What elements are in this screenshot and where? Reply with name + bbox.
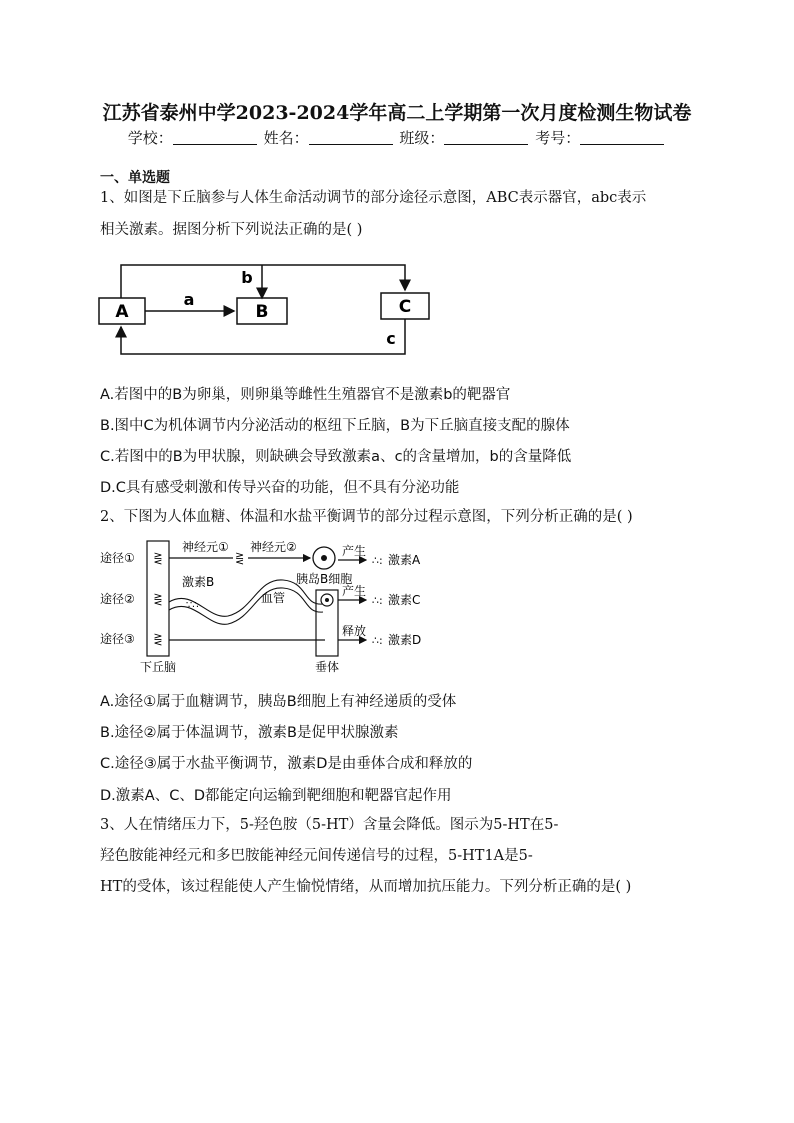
q1-option-b[interactable]: B.图中C为机体调节内分泌活动的枢纽下丘脑，B为下丘脑直接支配的腺体 bbox=[100, 418, 570, 434]
box-a-label: A bbox=[115, 302, 129, 322]
hormone-c-label: 激素C bbox=[388, 593, 421, 607]
school-blank[interactable] bbox=[173, 130, 257, 145]
school-label: 学校： bbox=[127, 129, 173, 147]
q3-line2: 羟色胺能神经元和多巴胺能神经元间传递信号的过程，5-HT1A是5- bbox=[100, 848, 533, 864]
hormone-d-dots: ∴: bbox=[372, 634, 383, 647]
islet-cell-label: 胰岛B细胞 bbox=[296, 572, 353, 586]
blood-vessel-label: 血管 bbox=[261, 591, 286, 605]
q1-stem-line2: 相关激素。据图分析下列说法正确的是( ) bbox=[100, 222, 363, 238]
hypothalamus-label: 下丘脑 bbox=[139, 660, 177, 674]
neuron-icon-1: ⋛ bbox=[153, 552, 163, 565]
hormone-c-dots: ∴: bbox=[372, 594, 383, 607]
box-c-label: C bbox=[398, 297, 412, 317]
label-c: c bbox=[386, 329, 396, 348]
class-label: 班级： bbox=[399, 129, 445, 147]
exam-title: 江苏省泰州中学2023-2024学年高二上学期第一次月度检测生物试卷 bbox=[102, 102, 692, 124]
islet-nucleus bbox=[321, 555, 327, 561]
q3-line1: 3、人在情绪压力下，5-羟色胺（5-HT）含量会降低。图示为5-HT在5- bbox=[100, 817, 559, 833]
name-blank[interactable] bbox=[309, 130, 393, 145]
path3-label: 途径③ bbox=[100, 632, 135, 646]
q1-option-d[interactable]: D.C具有感受刺激和传导兴奋的功能，但不具有分泌功能 bbox=[100, 480, 460, 496]
arrow-a-to-c bbox=[121, 265, 405, 298]
q1-stem-line1: 1、如图是下丘脑参与人体生命活动调节的部分途径示意图，ABC表示器官，abc表示 bbox=[100, 190, 647, 206]
exam-no-label: 考号： bbox=[535, 129, 581, 147]
release-label: 释放 bbox=[342, 624, 367, 638]
pituitary-label: 垂体 bbox=[314, 660, 340, 674]
q2-stem: 2、下图为人体血糖、体温和水盐平衡调节的部分过程示意图，下列分析正确的是( ) bbox=[100, 509, 633, 525]
q2-option-a[interactable]: A.途径①属于血糖调节，胰岛B细胞上有神经递质的受体 bbox=[100, 694, 457, 710]
q1-diagram bbox=[95, 258, 440, 358]
name-label: 姓名： bbox=[263, 129, 309, 147]
neuron1-label: 神经元① bbox=[182, 540, 229, 554]
neuron2-label: 神经元② bbox=[250, 540, 297, 554]
synapse-icon: ⋛ bbox=[235, 552, 245, 565]
class-blank[interactable] bbox=[444, 130, 528, 145]
path2-label: 途径② bbox=[100, 592, 135, 606]
label-a: a bbox=[183, 290, 195, 309]
q1-option-a[interactable]: A.若图中的B为卵巢，则卵巢等雌性生殖器官不是激素b的靶器官 bbox=[100, 387, 511, 403]
produce1-label: 产生 bbox=[342, 544, 367, 558]
neuron-icon-3: ⋛ bbox=[153, 633, 163, 646]
hormone-a-dots: ∴: bbox=[372, 554, 383, 567]
hormone-d-label: 激素D bbox=[388, 633, 422, 647]
pituitary-nucleus bbox=[325, 598, 329, 602]
q2-option-c[interactable]: C.途径③属于水盐平衡调节，激素D是由垂体合成和释放的 bbox=[100, 756, 473, 772]
neuron-icon-2: ⋛ bbox=[153, 593, 163, 606]
box-b-label: B bbox=[255, 302, 269, 322]
path1-label: 途径① bbox=[100, 551, 135, 565]
section-heading: 一、单选题 bbox=[100, 170, 170, 186]
q1-option-c[interactable]: C.若图中的B为甲状腺，则缺碘会导致激素a、c的含量增加，b的含量降低 bbox=[100, 449, 572, 465]
q3-line3: HT的受体，该过程能使人产生愉悦情绪，从而增加抗压能力。下列分析正确的是( ) bbox=[100, 879, 632, 895]
hormone-b-label: 激素B bbox=[182, 575, 215, 589]
hormone-b-dots: ∵∴ bbox=[186, 600, 199, 611]
hormone-a-label: 激素A bbox=[388, 553, 421, 567]
student-info-row bbox=[0, 127, 794, 148]
produce2-label: 产生 bbox=[342, 584, 367, 598]
label-b: b bbox=[241, 268, 253, 287]
q2-option-b[interactable]: B.途径②属于体温调节，激素B是促甲状腺激素 bbox=[100, 725, 399, 741]
q2-diagram bbox=[98, 536, 438, 676]
q2-option-d[interactable]: D.激素A、C、D都能定向运输到靶细胞和靶器官起作用 bbox=[100, 788, 452, 804]
exam-no-blank[interactable] bbox=[580, 130, 664, 145]
